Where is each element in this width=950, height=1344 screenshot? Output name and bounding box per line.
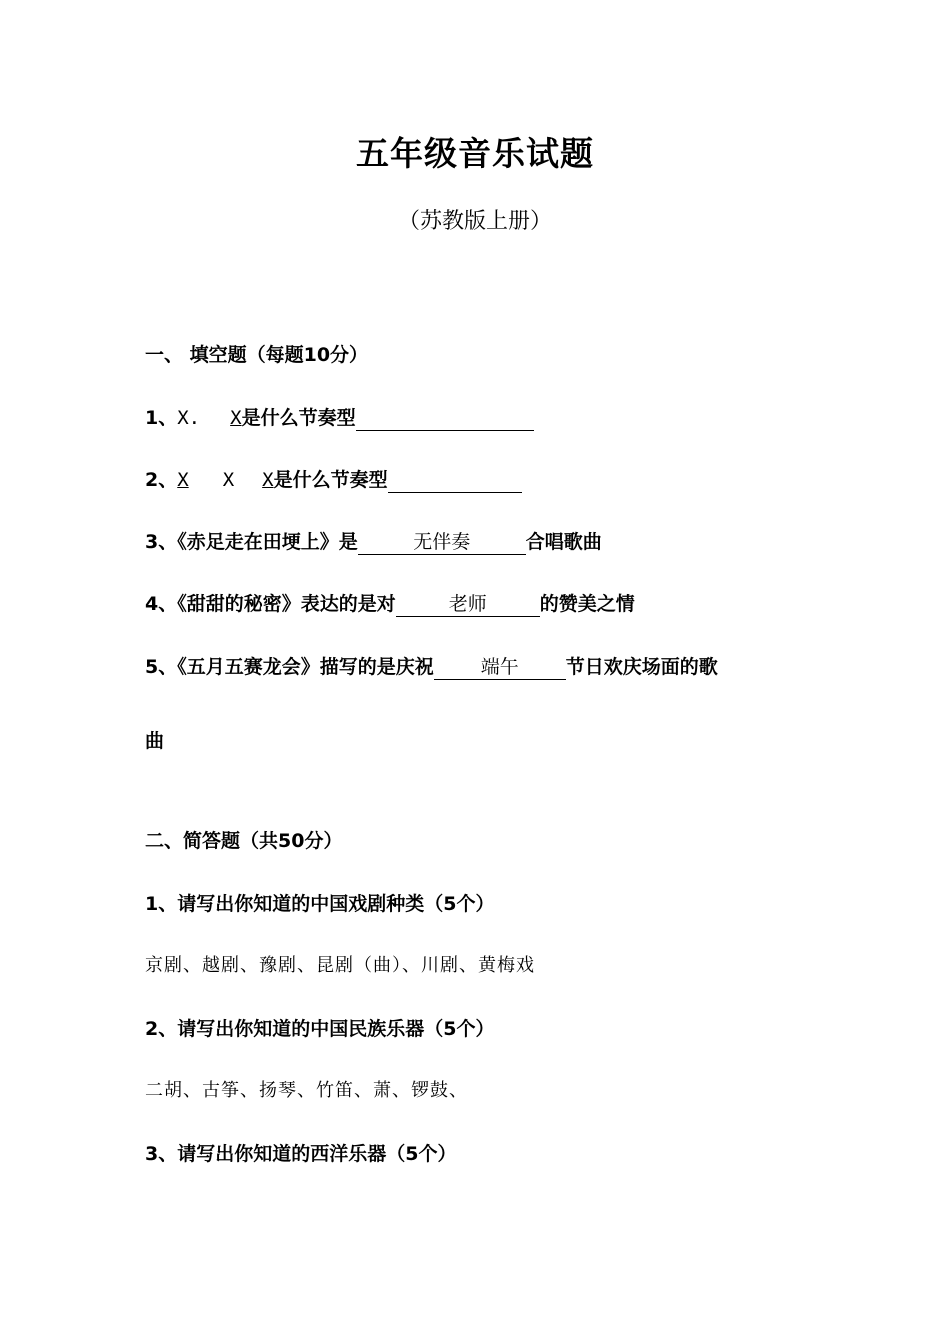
question-prefix: 1、 xyxy=(145,407,178,429)
answer-blank[interactable]: 老师 xyxy=(396,594,540,617)
rhythm-note: X xyxy=(230,407,242,429)
question-prefix: 2、 xyxy=(145,469,178,491)
rhythm-note: X xyxy=(177,469,189,491)
question-text: 5、《五月五赛龙会》描写的是庆祝 xyxy=(145,656,434,678)
question-text: 是什么节奏型 xyxy=(241,407,356,429)
question-1-2 xyxy=(145,465,522,493)
rhythm-note: X xyxy=(222,469,235,491)
question-2-2: 2、请写出你知道的中国民族乐器（5个） xyxy=(145,1018,495,1040)
question-2-3: 3、请写出你知道的西洋乐器（5个） xyxy=(145,1143,457,1165)
page-subtitle: （苏教版上册） xyxy=(397,209,552,234)
answer-blank[interactable]: 无伴奏 xyxy=(358,532,526,555)
question-1-5-continuation: 曲 xyxy=(145,730,165,752)
section1-heading: 一、 填空题（每题10分） xyxy=(145,344,369,366)
answer-2-1: 京剧、越剧、豫剧、昆剧（曲）、川剧、黄梅戏 xyxy=(145,955,535,976)
question-1-3 xyxy=(145,527,602,555)
question-text: 4、《甜甜的秘密》表达的是对 xyxy=(145,593,396,615)
rhythm-note: X xyxy=(262,469,274,491)
question-text: 是什么节奏型 xyxy=(273,469,388,491)
question-text: 3、《赤足走在田埂上》是 xyxy=(145,531,358,553)
question-1-4 xyxy=(145,589,635,617)
question-text: 合唱歌曲 xyxy=(525,531,602,553)
question-1-1 xyxy=(145,403,534,431)
section2-heading: 二、简答题（共50分） xyxy=(145,830,343,852)
answer-blank[interactable] xyxy=(388,470,522,493)
question-text: 的赞美之情 xyxy=(539,593,635,615)
rhythm-note: X. xyxy=(177,407,201,429)
answer-2-2: 二胡、古筝、扬琴、竹笛、萧、锣鼓、 xyxy=(145,1080,468,1101)
answer-blank[interactable] xyxy=(356,408,534,431)
question-1-5 xyxy=(145,652,718,680)
question-text: 节日欢庆场面的歌 xyxy=(565,656,718,678)
question-2-1: 1、请写出你知道的中国戏剧种类（5个） xyxy=(145,893,495,915)
page-title: 五年级音乐试题 xyxy=(356,134,594,173)
answer-blank[interactable]: 端午 xyxy=(434,657,566,680)
